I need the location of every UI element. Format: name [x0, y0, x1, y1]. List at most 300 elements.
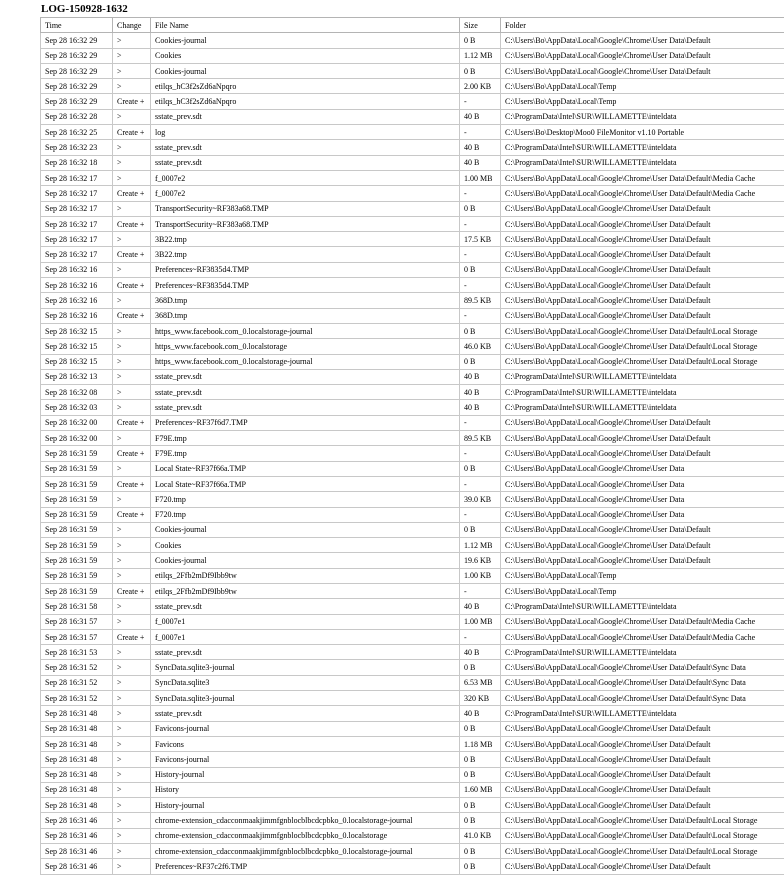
- cell-file-name: sstate_prev.sdt: [151, 385, 460, 400]
- cell-time: Sep 28 16:32 17: [41, 186, 113, 201]
- cell-time: Sep 28 16:31 46: [41, 828, 113, 843]
- cell-folder: C:\Users\Bo\AppData\Local\Google\Chrome\User Data\Default: [501, 767, 784, 782]
- cell-change: >: [113, 736, 151, 751]
- cell-file-name: log: [151, 125, 460, 140]
- cell-change: >: [113, 170, 151, 185]
- cell-size: 0 B: [460, 859, 501, 874]
- cell-file-name: Cookies: [151, 538, 460, 553]
- cell-change: Create +: [113, 415, 151, 430]
- cell-size: -: [460, 94, 501, 109]
- cell-change: >: [113, 675, 151, 690]
- cell-size: 89.5 KB: [460, 293, 501, 308]
- cell-folder: C:\ProgramData\Intel\SUR\WILLAMETTE\inteldata: [501, 155, 784, 170]
- cell-time: Sep 28 16:31 59: [41, 522, 113, 537]
- column-header-change[interactable]: Change: [113, 18, 151, 33]
- table-row[interactable]: [41, 109, 784, 124]
- table-row[interactable]: [41, 354, 784, 369]
- cell-change: >: [113, 33, 151, 48]
- table-row[interactable]: [41, 186, 784, 201]
- column-header-size[interactable]: Size: [460, 18, 501, 33]
- cell-file-name: Cookies-journal: [151, 33, 460, 48]
- cell-time: Sep 28 16:32 18: [41, 155, 113, 170]
- cell-folder: C:\Users\Bo\AppData\Local\Google\Chrome\User Data\Default: [501, 782, 784, 797]
- cell-folder: C:\Users\Bo\AppData\Local\Google\Chrome\User Data: [501, 476, 784, 491]
- cell-size: 89.5 KB: [460, 431, 501, 446]
- cell-time: Sep 28 16:32 08: [41, 385, 113, 400]
- cell-folder: C:\Users\Bo\AppData\Local\Google\Chrome\User Data\Default: [501, 859, 784, 874]
- cell-file-name: chrome-extension_cdacconmaakjimmfgnblocblbcdcpbko_0.localstorage-journal: [151, 813, 460, 828]
- table-row[interactable]: [41, 859, 784, 874]
- table-row[interactable]: [41, 461, 784, 476]
- cell-size: -: [460, 278, 501, 293]
- cell-time: Sep 28 16:32 00: [41, 431, 113, 446]
- cell-file-name: https_www.facebook.com_0.localstorage-journal: [151, 323, 460, 338]
- cell-folder: C:\Users\Bo\AppData\Local\Google\Chrome\User Data\Default\Local Storage: [501, 354, 784, 369]
- cell-time: Sep 28 16:32 16: [41, 278, 113, 293]
- cell-time: Sep 28 16:32 17: [41, 232, 113, 247]
- cell-time: Sep 28 16:31 46: [41, 844, 113, 859]
- cell-size: 1.12 MB: [460, 538, 501, 553]
- cell-folder: C:\Users\Bo\AppData\Local\Google\Chrome\User Data\Default: [501, 736, 784, 751]
- table-row[interactable]: [41, 63, 784, 78]
- cell-change: Create +: [113, 629, 151, 644]
- cell-folder: C:\Users\Bo\AppData\Local\Google\Chrome\User Data\Default: [501, 63, 784, 78]
- table-row[interactable]: [41, 798, 784, 813]
- cell-time: Sep 28 16:31 59: [41, 553, 113, 568]
- cell-change: Create +: [113, 125, 151, 140]
- table-row[interactable]: [41, 323, 784, 338]
- cell-folder: C:\Users\Bo\AppData\Local\Google\Chrome\User Data\Default\Sync Data: [501, 660, 784, 675]
- table-header-row: [41, 18, 784, 33]
- cell-time: Sep 28 16:31 59: [41, 583, 113, 598]
- cell-folder: C:\ProgramData\Intel\SUR\WILLAMETTE\inteldata: [501, 140, 784, 155]
- cell-time: Sep 28 16:31 48: [41, 752, 113, 767]
- cell-change: >: [113, 782, 151, 797]
- cell-change: >: [113, 660, 151, 675]
- cell-time: Sep 28 16:31 59: [41, 568, 113, 583]
- table-row[interactable]: [41, 293, 784, 308]
- cell-file-name: https_www.facebook.com_0.localstorage: [151, 339, 460, 354]
- cell-file-name: chrome-extension_cdacconmaakjimmfgnblocblbcdcpbko_0.localstorage: [151, 828, 460, 843]
- cell-file-name: Cookies-journal: [151, 522, 460, 537]
- table-row[interactable]: [41, 691, 784, 706]
- cell-size: 0 B: [460, 33, 501, 48]
- table-row[interactable]: [41, 400, 784, 415]
- cell-time: Sep 28 16:31 48: [41, 798, 113, 813]
- cell-file-name: f_0007e1: [151, 629, 460, 644]
- cell-folder: C:\ProgramData\Intel\SUR\WILLAMETTE\inteldata: [501, 385, 784, 400]
- cell-size: 40 B: [460, 706, 501, 721]
- cell-change: >: [113, 706, 151, 721]
- cell-size: 40 B: [460, 385, 501, 400]
- table-row[interactable]: [41, 492, 784, 507]
- cell-time: Sep 28 16:31 57: [41, 614, 113, 629]
- cell-change: >: [113, 63, 151, 78]
- cell-size: 0 B: [460, 323, 501, 338]
- cell-folder: C:\Users\Bo\AppData\Local\Google\Chrome\User Data\Default\Local Storage: [501, 323, 784, 338]
- cell-file-name: f_0007e1: [151, 614, 460, 629]
- cell-file-name: etilqs_hC3f2sZd6aNpqro: [151, 79, 460, 94]
- cell-size: 320 KB: [460, 691, 501, 706]
- cell-folder: C:\Users\Bo\AppData\Local\Temp: [501, 568, 784, 583]
- table-row[interactable]: [41, 583, 784, 598]
- cell-file-name: Favicons-journal: [151, 752, 460, 767]
- cell-time: Sep 28 16:32 17: [41, 247, 113, 262]
- cell-folder: C:\Users\Bo\AppData\Local\Google\Chrome\User Data: [501, 461, 784, 476]
- table-row[interactable]: [41, 629, 784, 644]
- cell-size: -: [460, 308, 501, 323]
- cell-folder: C:\Users\Bo\AppData\Local\Google\Chrome\User Data\Default\Media Cache: [501, 170, 784, 185]
- cell-change: >: [113, 79, 151, 94]
- cell-change: >: [113, 844, 151, 859]
- table-row[interactable]: [41, 201, 784, 216]
- cell-file-name: TransportSecurity~RF383a68.TMP: [151, 216, 460, 231]
- table-row[interactable]: [41, 33, 784, 48]
- cell-file-name: Preferences~RF3835d4.TMP: [151, 262, 460, 277]
- table-row[interactable]: [41, 125, 784, 140]
- cell-file-name: Cookies: [151, 48, 460, 63]
- cell-size: 0 B: [460, 752, 501, 767]
- cell-size: 40 B: [460, 109, 501, 124]
- cell-folder: C:\Users\Bo\AppData\Local\Google\Chrome\User Data\Default\Media Cache: [501, 614, 784, 629]
- cell-time: Sep 28 16:32 17: [41, 216, 113, 231]
- table-row[interactable]: [41, 645, 784, 660]
- cell-size: -: [460, 125, 501, 140]
- table-row[interactable]: [41, 813, 784, 828]
- table-row[interactable]: [41, 278, 784, 293]
- cell-file-name: F720.tmp: [151, 492, 460, 507]
- table-row[interactable]: [41, 94, 784, 109]
- cell-change: >: [113, 461, 151, 476]
- cell-folder: C:\Users\Bo\AppData\Local\Google\Chrome\User Data\Default: [501, 201, 784, 216]
- cell-folder: C:\Users\Bo\AppData\Local\Google\Chrome\User Data\Default: [501, 553, 784, 568]
- cell-time: Sep 28 16:31 52: [41, 675, 113, 690]
- table-row[interactable]: [41, 675, 784, 690]
- table-row[interactable]: [41, 431, 784, 446]
- cell-size: 40 B: [460, 155, 501, 170]
- cell-file-name: sstate_prev.sdt: [151, 369, 460, 384]
- cell-size: 0 B: [460, 844, 501, 859]
- cell-size: -: [460, 507, 501, 522]
- table-row[interactable]: [41, 79, 784, 94]
- cell-folder: C:\Users\Bo\AppData\Local\Temp: [501, 79, 784, 94]
- cell-time: Sep 28 16:32 29: [41, 94, 113, 109]
- cell-change: >: [113, 262, 151, 277]
- cell-time: Sep 28 16:31 53: [41, 645, 113, 660]
- cell-change: >: [113, 400, 151, 415]
- cell-folder: C:\Users\Bo\AppData\Local\Google\Chrome\User Data\Default: [501, 308, 784, 323]
- cell-file-name: TransportSecurity~RF383a68.TMP: [151, 201, 460, 216]
- cell-change: Create +: [113, 247, 151, 262]
- cell-change: >: [113, 553, 151, 568]
- cell-time: Sep 28 16:31 52: [41, 660, 113, 675]
- cell-time: Sep 28 16:31 59: [41, 461, 113, 476]
- cell-change: >: [113, 492, 151, 507]
- table-row[interactable]: [41, 48, 784, 63]
- cell-change: >: [113, 369, 151, 384]
- cell-change: >: [113, 140, 151, 155]
- cell-folder: C:\ProgramData\Intel\SUR\WILLAMETTE\inteldata: [501, 109, 784, 124]
- cell-change: >: [113, 813, 151, 828]
- cell-file-name: Preferences~RF37c2f6.TMP: [151, 859, 460, 874]
- cell-time: Sep 28 16:32 25: [41, 125, 113, 140]
- cell-size: 0 B: [460, 201, 501, 216]
- cell-size: 19.6 KB: [460, 553, 501, 568]
- cell-size: 40 B: [460, 369, 501, 384]
- cell-folder: C:\ProgramData\Intel\SUR\WILLAMETTE\inteldata: [501, 645, 784, 660]
- cell-file-name: sstate_prev.sdt: [151, 140, 460, 155]
- cell-time: Sep 28 16:32 29: [41, 33, 113, 48]
- column-header-file-name[interactable]: File Name: [151, 18, 460, 33]
- table-row[interactable]: [41, 385, 784, 400]
- cell-size: -: [460, 186, 501, 201]
- cell-time: Sep 28 16:31 46: [41, 859, 113, 874]
- cell-time: Sep 28 16:31 57: [41, 629, 113, 644]
- table-row[interactable]: [41, 232, 784, 247]
- table-row[interactable]: [41, 553, 784, 568]
- cell-change: >: [113, 828, 151, 843]
- cell-file-name: 3B22.tmp: [151, 247, 460, 262]
- cell-folder: C:\Users\Bo\AppData\Local\Google\Chrome\User Data\Default: [501, 415, 784, 430]
- table-row[interactable]: [41, 476, 784, 491]
- cell-change: Create +: [113, 186, 151, 201]
- log-title: LOG-150928-1632: [41, 3, 128, 15]
- table-row[interactable]: [41, 155, 784, 170]
- cell-time: Sep 28 16:31 52: [41, 691, 113, 706]
- table-row[interactable]: [41, 216, 784, 231]
- cell-size: -: [460, 216, 501, 231]
- cell-size: 0 B: [460, 522, 501, 537]
- cell-size: 40 B: [460, 645, 501, 660]
- cell-time: Sep 28 16:32 29: [41, 48, 113, 63]
- table-row[interactable]: [41, 736, 784, 751]
- column-header-folder[interactable]: Folder: [501, 18, 784, 33]
- cell-change: >: [113, 859, 151, 874]
- cell-file-name: sstate_prev.sdt: [151, 400, 460, 415]
- cell-change: >: [113, 48, 151, 63]
- table-row[interactable]: [41, 415, 784, 430]
- cell-file-name: sstate_prev.sdt: [151, 645, 460, 660]
- table-row[interactable]: [41, 247, 784, 262]
- cell-file-name: 3B22.tmp: [151, 232, 460, 247]
- cell-file-name: sstate_prev.sdt: [151, 599, 460, 614]
- table-row[interactable]: [41, 446, 784, 461]
- table-row[interactable]: [41, 170, 784, 185]
- cell-change: >: [113, 323, 151, 338]
- table-row[interactable]: [41, 767, 784, 782]
- cell-size: -: [460, 446, 501, 461]
- cell-size: -: [460, 629, 501, 644]
- cell-folder: C:\Users\Bo\AppData\Local\Google\Chrome\User Data\Default: [501, 33, 784, 48]
- table-row[interactable]: [41, 568, 784, 583]
- cell-file-name: Local State~RF37f66a.TMP: [151, 476, 460, 491]
- cell-time: Sep 28 16:32 16: [41, 262, 113, 277]
- cell-change: >: [113, 339, 151, 354]
- cell-change: >: [113, 385, 151, 400]
- cell-size: 1.00 MB: [460, 170, 501, 185]
- cell-file-name: Preferences~RF37f6d7.TMP: [151, 415, 460, 430]
- table-row[interactable]: [41, 369, 784, 384]
- cell-folder: C:\Users\Bo\AppData\Local\Google\Chrome\User Data\Default\Local Storage: [501, 828, 784, 843]
- cell-size: 0 B: [460, 767, 501, 782]
- cell-time: Sep 28 16:31 59: [41, 476, 113, 491]
- cell-change: >: [113, 293, 151, 308]
- cell-folder: C:\Users\Bo\AppData\Local\Google\Chrome\User Data\Default: [501, 262, 784, 277]
- cell-size: 40 B: [460, 599, 501, 614]
- cell-size: 0 B: [460, 262, 501, 277]
- cell-time: Sep 28 16:32 15: [41, 323, 113, 338]
- table-row[interactable]: [41, 660, 784, 675]
- cell-size: 17.5 KB: [460, 232, 501, 247]
- cell-size: 0 B: [460, 63, 501, 78]
- table-row[interactable]: [41, 721, 784, 736]
- cell-file-name: F79E.tmp: [151, 431, 460, 446]
- cell-time: Sep 28 16:32 17: [41, 201, 113, 216]
- cell-change: >: [113, 721, 151, 736]
- cell-file-name: SyncData.sqlite3-journal: [151, 691, 460, 706]
- cell-time: Sep 28 16:31 59: [41, 446, 113, 461]
- cell-size: 0 B: [460, 660, 501, 675]
- cell-folder: C:\Users\Bo\AppData\Local\Google\Chrome\User Data\Default: [501, 293, 784, 308]
- cell-size: -: [460, 476, 501, 491]
- cell-file-name: sstate_prev.sdt: [151, 109, 460, 124]
- cell-time: Sep 28 16:31 48: [41, 706, 113, 721]
- cell-folder: C:\Users\Bo\AppData\Local\Google\Chrome\User Data\Default: [501, 232, 784, 247]
- cell-folder: C:\Users\Bo\AppData\Local\Google\Chrome\User Data\Default: [501, 446, 784, 461]
- cell-folder: C:\Users\Bo\AppData\Local\Google\Chrome\User Data\Default: [501, 278, 784, 293]
- cell-change: >: [113, 767, 151, 782]
- cell-size: 1.00 MB: [460, 614, 501, 629]
- cell-time: Sep 28 16:31 48: [41, 736, 113, 751]
- cell-folder: C:\Users\Bo\AppData\Local\Temp: [501, 583, 784, 598]
- table-row[interactable]: [41, 844, 784, 859]
- log-table-viewport[interactable]: [40, 17, 784, 885]
- cell-time: Sep 28 16:31 59: [41, 492, 113, 507]
- cell-file-name: f_0007e2: [151, 170, 460, 185]
- table-row[interactable]: [41, 706, 784, 721]
- cell-change: Create +: [113, 476, 151, 491]
- cell-change: Create +: [113, 583, 151, 598]
- cell-change: >: [113, 522, 151, 537]
- cell-time: Sep 28 16:32 13: [41, 369, 113, 384]
- cell-change: >: [113, 538, 151, 553]
- cell-size: -: [460, 415, 501, 430]
- cell-time: Sep 28 16:31 46: [41, 813, 113, 828]
- column-header-time[interactable]: Time: [41, 18, 113, 33]
- table-row[interactable]: [41, 507, 784, 522]
- cell-file-name: 368D.tmp: [151, 293, 460, 308]
- cell-size: 40 B: [460, 400, 501, 415]
- cell-folder: C:\Users\Bo\Desktop\Moo0 FileMonitor v1.10 Portable: [501, 125, 784, 140]
- cell-change: >: [113, 798, 151, 813]
- cell-file-name: History: [151, 782, 460, 797]
- cell-change: >: [113, 201, 151, 216]
- cell-file-name: Favicons: [151, 736, 460, 751]
- cell-change: >: [113, 614, 151, 629]
- cell-change: >: [113, 155, 151, 170]
- cell-file-name: History-journal: [151, 767, 460, 782]
- cell-change: >: [113, 354, 151, 369]
- table-row[interactable]: [41, 140, 784, 155]
- cell-time: Sep 28 16:32 03: [41, 400, 113, 415]
- cell-size: 0 B: [460, 721, 501, 736]
- table-row[interactable]: [41, 599, 784, 614]
- cell-change: >: [113, 431, 151, 446]
- cell-file-name: sstate_prev.sdt: [151, 155, 460, 170]
- table-row[interactable]: [41, 828, 784, 843]
- cell-size: 1.60 MB: [460, 782, 501, 797]
- cell-folder: C:\Users\Bo\AppData\Local\Google\Chrome\User Data\Default: [501, 522, 784, 537]
- table-row[interactable]: [41, 782, 784, 797]
- cell-file-name: 368D.tmp: [151, 308, 460, 323]
- cell-change: >: [113, 232, 151, 247]
- cell-time: Sep 28 16:31 48: [41, 782, 113, 797]
- cell-size: 1.12 MB: [460, 48, 501, 63]
- cell-change: >: [113, 691, 151, 706]
- cell-change: >: [113, 645, 151, 660]
- cell-change: Create +: [113, 278, 151, 293]
- cell-time: Sep 28 16:32 29: [41, 79, 113, 94]
- table-row[interactable]: [41, 308, 784, 323]
- cell-file-name: f_0007e2: [151, 186, 460, 201]
- cell-file-name: chrome-extension_cdacconmaakjimmfgnblocblbcdcpbko_0.localstorage-journal: [151, 844, 460, 859]
- cell-folder: C:\Users\Bo\AppData\Local\Google\Chrome\User Data\Default\Sync Data: [501, 691, 784, 706]
- cell-size: 41.0 KB: [460, 828, 501, 843]
- cell-time: Sep 28 16:31 58: [41, 599, 113, 614]
- cell-file-name: Cookies-journal: [151, 553, 460, 568]
- cell-folder: C:\Users\Bo\AppData\Local\Google\Chrome\User Data\Default: [501, 431, 784, 446]
- cell-change: Create +: [113, 216, 151, 231]
- cell-change: Create +: [113, 94, 151, 109]
- cell-time: Sep 28 16:31 59: [41, 507, 113, 522]
- cell-time: Sep 28 16:32 00: [41, 415, 113, 430]
- cell-size: 0 B: [460, 798, 501, 813]
- cell-folder: C:\ProgramData\Intel\SUR\WILLAMETTE\inteldata: [501, 400, 784, 415]
- cell-time: Sep 28 16:32 16: [41, 308, 113, 323]
- log-table: [40, 17, 784, 875]
- cell-folder: C:\Users\Bo\AppData\Local\Temp: [501, 94, 784, 109]
- cell-folder: C:\Users\Bo\AppData\Local\Google\Chrome\User Data: [501, 507, 784, 522]
- cell-size: 2.00 KB: [460, 79, 501, 94]
- cell-folder: C:\ProgramData\Intel\SUR\WILLAMETTE\inteldata: [501, 706, 784, 721]
- cell-file-name: History-journal: [151, 798, 460, 813]
- table-row[interactable]: [41, 614, 784, 629]
- cell-size: 40 B: [460, 140, 501, 155]
- cell-file-name: F79E.tmp: [151, 446, 460, 461]
- cell-time: Sep 28 16:32 29: [41, 63, 113, 78]
- cell-folder: C:\Users\Bo\AppData\Local\Google\Chrome\User Data\Default\Sync Data: [501, 675, 784, 690]
- cell-size: 46.0 KB: [460, 339, 501, 354]
- cell-file-name: F720.tmp: [151, 507, 460, 522]
- cell-folder: C:\Users\Bo\AppData\Local\Google\Chrome\User Data\Default\Media Cache: [501, 629, 784, 644]
- cell-time: Sep 28 16:32 23: [41, 140, 113, 155]
- table-row[interactable]: [41, 752, 784, 767]
- cell-time: Sep 28 16:31 48: [41, 721, 113, 736]
- table-row[interactable]: [41, 538, 784, 553]
- cell-time: Sep 28 16:32 28: [41, 109, 113, 124]
- cell-change: >: [113, 109, 151, 124]
- cell-time: Sep 28 16:32 15: [41, 339, 113, 354]
- table-row[interactable]: [41, 339, 784, 354]
- cell-folder: C:\Users\Bo\AppData\Local\Google\Chrome\User Data\Default\Media Cache: [501, 186, 784, 201]
- cell-folder: C:\Users\Bo\AppData\Local\Google\Chrome\User Data: [501, 492, 784, 507]
- cell-file-name: Cookies-journal: [151, 63, 460, 78]
- table-row[interactable]: [41, 522, 784, 537]
- cell-file-name: SyncData.sqlite3-journal: [151, 660, 460, 675]
- cell-time: Sep 28 16:32 16: [41, 293, 113, 308]
- table-row[interactable]: [41, 262, 784, 277]
- cell-folder: C:\ProgramData\Intel\SUR\WILLAMETTE\inteldata: [501, 369, 784, 384]
